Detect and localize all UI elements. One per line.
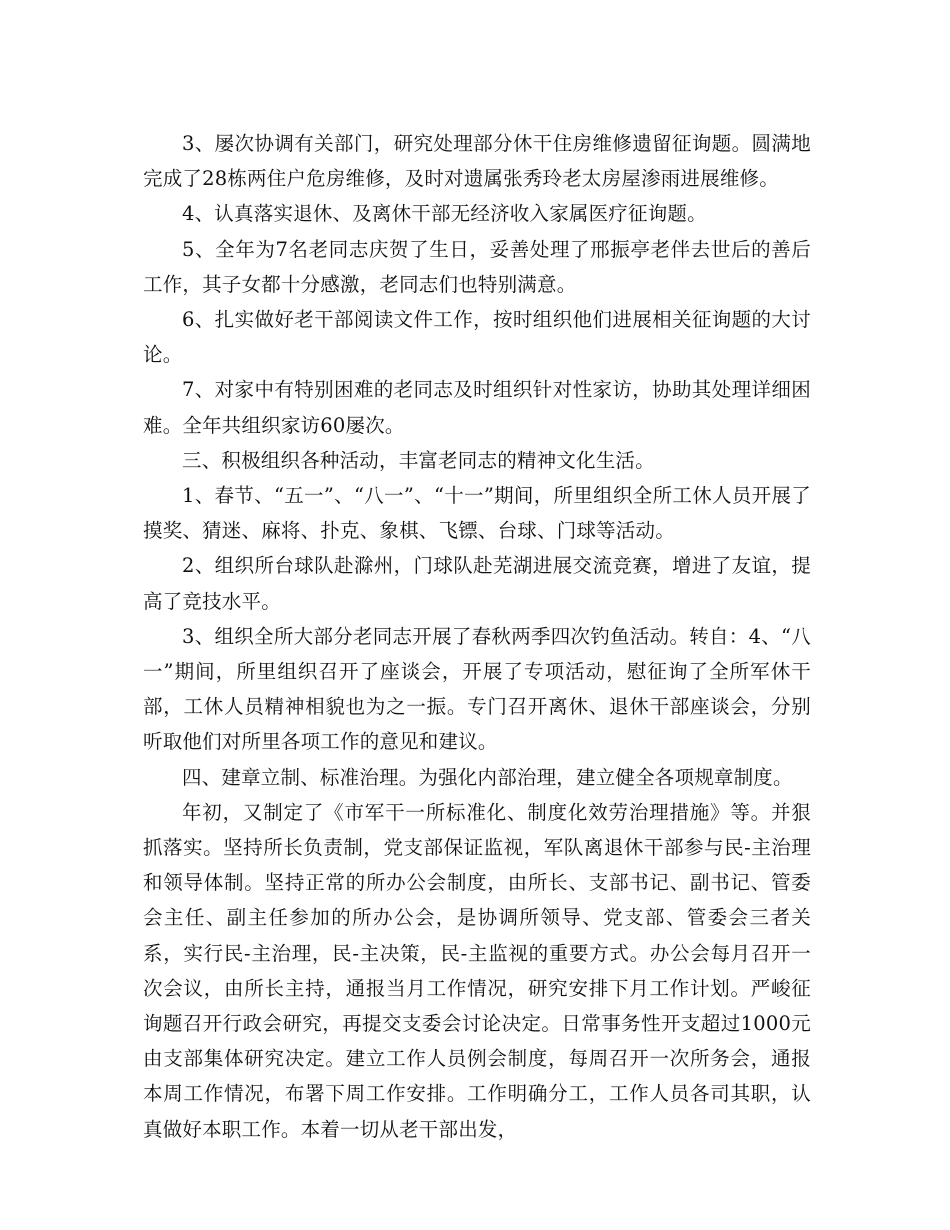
paragraph-fishing-symposium: 3、组织全所大部分老同志开展了春秋两季四次钓鱼活动。转自：4、“八一”期间，所里组织召开了座谈会，开展了专项活动，慰征询了全所军休干部，工休人员精神相貌也为之一振。专门召开离休、退休干部座谈会，分别听取他们对所里各项工作的意见和建议。 [143, 624, 811, 754]
paragraph-document-reading: 6、扎实做好老干部阅读文件工作，按时组织他们进展相关征询题的大讨论。 [143, 308, 811, 367]
paragraph-holiday-activities: 1、春节、“五一”、“八一”、“十一”期间，所里组织全所工休人员开展了摸奖、猜迷、麻将、扑克、象棋、飞镖、台球、门球等活动。 [143, 484, 811, 543]
paragraph-birthdays: 5、全年为7名老同志庆贺了生日，妥善处理了邢振亭老伴去世后的善后工作，其子女都十分感激，老同志们也特别满意。 [143, 237, 811, 296]
section-heading-regulations: 四、建章立制、标准治理。为强化内部治理，建立健全各项规章制度。 [182, 765, 793, 789]
paragraph-management-system: 年初，又制定了《市军干一所标准化、制度化效劳治理措施》等。并狠抓落实。坚持所长负责制，党支部保证监视，军队离退休干部参与民-主治理和领导体制。坚持正常的所办公会制度，由所长、支部书记、副书记、管委会主任、副主任参加的所办公会，是协调所领导、党支部、管委会三者关系，实行民-主治理，民-主决策，民-主监视的重要方式。办公会每月召开一次会议，由所长主持，通报当月工作情况，研究安排下月工作计划。严峻征询题召开行政会研究，再提交支委会讨论决定。日常事务性开支超过1000元由支部集体研究决定。建立工作人员例会制度，每周召开一次所务会，通报本周工作情况，布署下周工作安排。工作明确分工，工作人员各司其职，认真做好本职工作。本着一切从老干部出发， [143, 800, 811, 1141]
section-heading-activities: 三、积极组织各种活动，丰富老同志的精神文化生活。 [182, 448, 655, 472]
paragraph-housing-repair: 3、屡次协调有关部门，研究处理部分休干住房维修遗留征询题。圆满地完成了28栋两住户危房维修，及时对遗属张秀玲老太房屋渗雨进展维修。 [143, 132, 811, 191]
document-body [143, 126, 811, 1147]
paragraph-team-competition: 2、组织所台球队赴滁州，门球队赴芜湖进展交流竞赛，增进了友谊，提高了竞技水平。 [143, 554, 811, 613]
paragraph-medical: 4、认真落实退休、及离休干部无经济收入家属医疗征询题。 [182, 202, 707, 226]
paragraph-home-visits: 7、对家中有特别困难的老同志及时组织针对性家访，协助其处理详细困难。全年共组织家访60屡次。 [143, 378, 811, 437]
